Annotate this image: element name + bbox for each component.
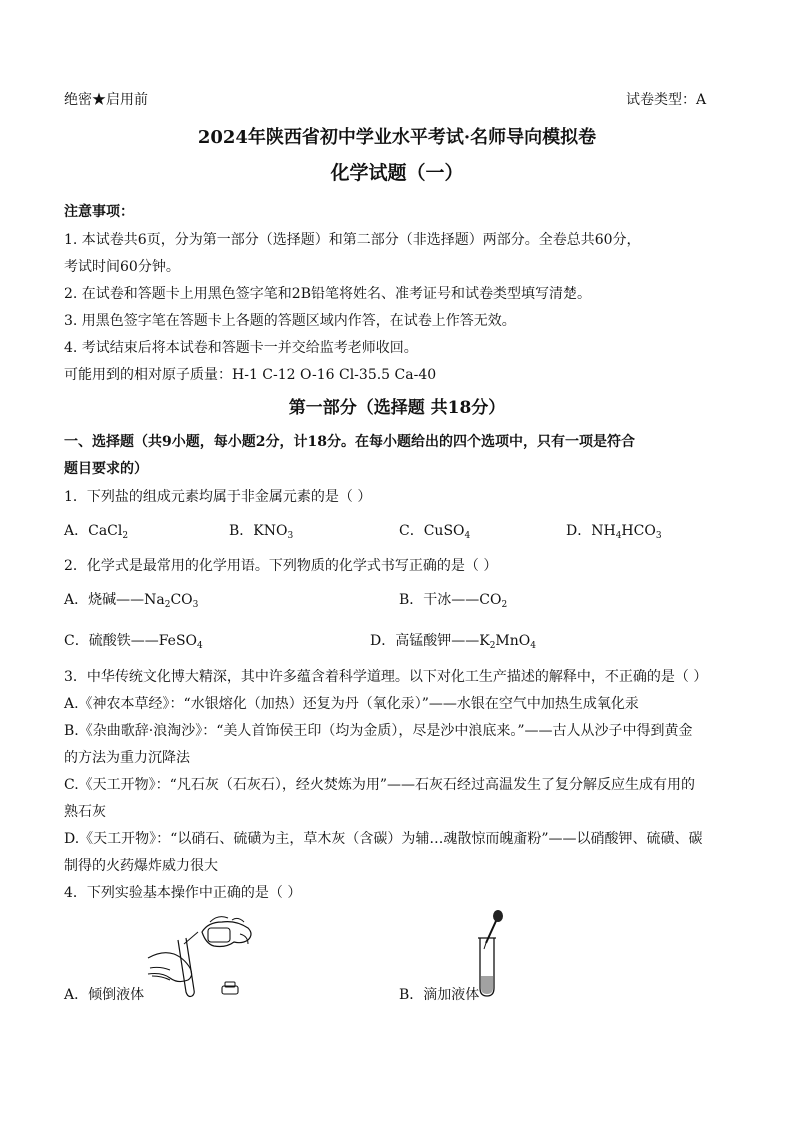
exam-subtitle: 化学试题（一） — [330, 162, 464, 184]
subscript: 4 — [615, 531, 622, 541]
question-3-option-c[interactable]: C.《天工开物》：“凡石灰（石灰石），经火焚炼为用”——石灰石经过高温发生了复分解反应生成有用的 — [64, 777, 695, 793]
part1-instruction: 一、选择题（共9小题，每小题2分，计18分。在每小题给出的四个选项中，只有一项是符合 — [64, 434, 635, 450]
confidential-label: 绝密★启用前 — [64, 92, 148, 108]
note-item: 2. 在试卷和答题卡上用黑色签字笔和2B铅笔将姓名、准考证号和试卷类型填写清楚。 — [64, 286, 592, 302]
subscript: 4 — [464, 531, 471, 541]
question-2-option-d[interactable] — [370, 632, 536, 650]
question-2-option-b[interactable] — [399, 591, 507, 609]
question-4-option-b[interactable]: B．滴加液体 — [399, 987, 480, 1003]
question-3-option-d-cont: 制得的火药爆炸威力很大 — [64, 858, 218, 874]
question-3-stem: 3．中华传统文化博大精深，其中许多蕴含着科学道理。以下对化工生产描述的解释中，不正确的是（ ） — [64, 669, 708, 685]
option-text: B．KNO — [229, 523, 288, 539]
question-2-option-a[interactable] — [64, 591, 198, 609]
question-1-option-d[interactable] — [566, 522, 662, 540]
notes-heading: 注意事项： — [64, 204, 134, 220]
option-text: C．硫酸铁——FeSO — [64, 633, 198, 649]
question-4-option-a[interactable]: A．倾倒液体 — [64, 987, 145, 1003]
paper-type-label: 试卷类型：A — [626, 92, 707, 108]
subscript: 3 — [192, 600, 199, 610]
question-2-stem: 2．化学式是最常用的化学用语。下列物质的化学式书写正确的是（ ） — [64, 558, 498, 574]
note-item: 1. 本试卷共6页，分为第一部分（选择题）和第二部分（非选择题）两部分。全卷总共60分， — [64, 232, 641, 248]
subscript: 4 — [530, 641, 536, 651]
subscript: 2 — [164, 600, 171, 610]
subscript: 2 — [489, 641, 496, 651]
option-text: HCO — [621, 523, 656, 539]
option-text: A．烧碱——Na — [64, 592, 165, 608]
part1-instruction: 题目要求的） — [64, 461, 148, 477]
note-item: 考试时间60分钟。 — [64, 259, 180, 275]
question-3-option-b-cont: 的方法为重力沉降法 — [64, 750, 190, 766]
option-text: MnO — [495, 633, 531, 649]
part1-title: 第一部分（选择题 共18分） — [288, 398, 506, 418]
option-text: C．CuSO — [399, 523, 465, 539]
question-1-option-b[interactable] — [229, 522, 293, 540]
option-text: A．CaCl — [64, 523, 123, 539]
question-2-option-c[interactable] — [64, 632, 203, 650]
subscript: 2 — [501, 600, 508, 610]
question-3-option-a[interactable]: A.《神农本草经》：“水银熔化（加热）还复为丹（氧化汞）”——水银在空气中加热生成氧化汞 — [64, 696, 639, 712]
atomic-mass-line: 可能用到的相对原子质量：H-1 C-12 O-16 Cl-35.5 Ca-40 — [64, 367, 437, 383]
option-text: D．NH — [566, 523, 616, 539]
question-3-option-d[interactable]: D.《天工开物》：“以硝石、硫磺为主，草木灰（含碳）为辅…魂散惊而魄齑粉”——以硝酸钾、硫磺、碳 — [64, 831, 703, 847]
note-item: 3. 用黑色签字笔在答题卡上各题的答题区域内作答，在试卷上作答无效。 — [64, 313, 516, 329]
exam-title: 2024年陕西省初中学业水平考试·名师导向模拟卷 — [197, 127, 597, 148]
question-1-option-c[interactable] — [399, 522, 470, 540]
pouring-liquid-illustration — [140, 910, 260, 1000]
option-text: CO — [170, 592, 193, 608]
option-text: B．干冰——CO — [399, 592, 502, 608]
subscript: 3 — [655, 531, 662, 541]
question-1-option-a[interactable] — [64, 522, 128, 540]
subscript: 4 — [197, 641, 203, 651]
question-3-option-b[interactable]: B.《杂曲歌辞·浪淘沙》：“美人首饰侯王印（均为金质），尽是沙中浪底来。”——古人从沙子中得到黄金 — [64, 723, 693, 739]
question-1-stem: 1．下列盐的组成元素均属于非金属元素的是（ ） — [64, 489, 372, 505]
option-text: D．高锰酸钾——K — [370, 633, 490, 649]
note-item: 4. 考试结束后将本试卷和答题卡一并交给监考老师收回。 — [64, 340, 418, 356]
subscript: 2 — [122, 531, 129, 541]
question-4-stem: 4．下列实验基本操作中正确的是（ ） — [64, 885, 302, 901]
subscript: 3 — [287, 531, 294, 541]
question-3-option-c-cont: 熟石灰 — [64, 804, 106, 820]
